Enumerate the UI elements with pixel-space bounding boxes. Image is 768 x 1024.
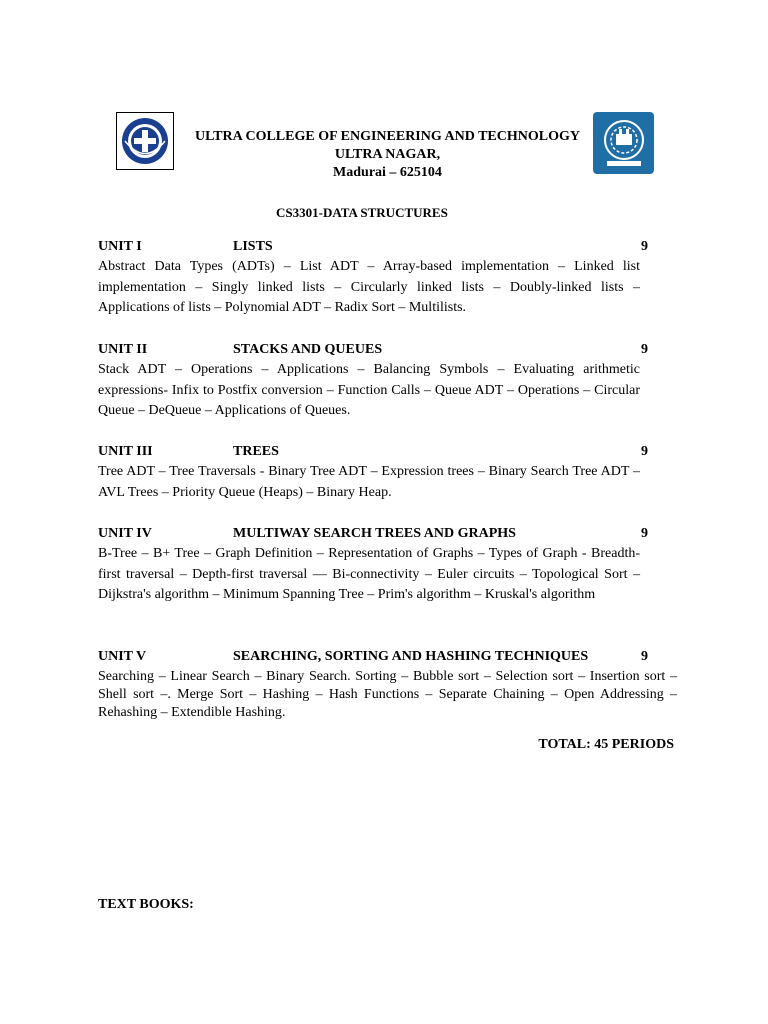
college-town: ULTRA NAGAR,	[334, 147, 441, 162]
unit-title: TREES	[233, 444, 279, 459]
total-periods: TOTAL: 45 PERIODS	[538, 737, 674, 752]
unit-heading	[98, 444, 648, 462]
unit-content: Tree ADT – Tree Traversals - Binary Tree ADT – Expression trees – Binary Search Tree ADT – AVL Trees – Priority Queue (Heaps) – Binary Heap.	[98, 464, 640, 500]
unit-number: UNIT III	[98, 444, 153, 459]
unit-heading	[98, 526, 648, 544]
text-books-heading: TEXT BOOKS:	[98, 897, 194, 912]
unit-title: SEARCHING, SORTING AND HASHING TECHNIQUES	[233, 649, 589, 664]
unit-title: STACKS AND QUEUES	[233, 342, 383, 357]
unit-heading	[98, 239, 648, 257]
unit-title: MULTIWAY SEARCH TREES AND GRAPHS	[233, 526, 516, 541]
unit-hours: 9	[641, 649, 648, 664]
unit-number: UNIT I	[98, 239, 142, 254]
gear-emblem-icon	[597, 116, 651, 170]
unit-heading	[98, 649, 648, 667]
college-emblem-icon	[120, 116, 170, 166]
college-header	[190, 128, 585, 182]
unit-content: Stack ADT – Operations – Applications – Balancing Symbols – Evaluating arithmetic expressions- Infix to Postfix conversion – Function Calls – Queue ADT – Operations – Circular Queue – DeQueue – Applications of Queues.	[98, 362, 640, 418]
unit-hours: 9	[641, 444, 648, 459]
unit-content: Abstract Data Types (ADTs) – List ADT – Array-based implementation – Linked list implementation – Singly linked lists – Circularly linked lists – Doubly-linked lists – Applications of lists – Polynomial ADT – Radix Sort – Multilists.	[98, 259, 640, 315]
unit-content: B-Tree – B+ Tree – Graph Definition – Representation of Graphs – Types of Graph - Breadth-first traversal – Depth-first traversal –– Bi-connectivity – Euler circuits – Topological Sort – Dijkstra's algorithm – Minimum Spanning Tree – Prim's algorithm – Kruskal's algorithm	[98, 546, 640, 602]
course-title: CS3301-DATA STRUCTURES	[276, 205, 448, 220]
unit-hours: 9	[641, 239, 648, 254]
unit-heading	[98, 342, 648, 360]
unit-hours: 9	[641, 526, 648, 541]
unit-title: LISTS	[233, 239, 273, 254]
university-logo	[593, 112, 654, 174]
unit-content: Searching – Linear Search – Binary Search. Sorting – Bubble sort – Selection sort – Insertion sort – Shell sort –. Merge Sort – Hashing – Hash Functions – Separate Chaining – Open Addressing – Rehashing – Extendible Hashing.	[98, 669, 677, 720]
college-city: Madurai – 625104	[333, 165, 442, 180]
college-logo	[116, 112, 174, 170]
unit-number: UNIT V	[98, 649, 147, 664]
college-name: ULTRA COLLEGE OF ENGINEERING AND TECHNOLOGY	[195, 129, 580, 144]
unit-number: UNIT IV	[98, 526, 152, 541]
unit-number: UNIT II	[98, 342, 148, 357]
unit-hours: 9	[641, 342, 648, 357]
